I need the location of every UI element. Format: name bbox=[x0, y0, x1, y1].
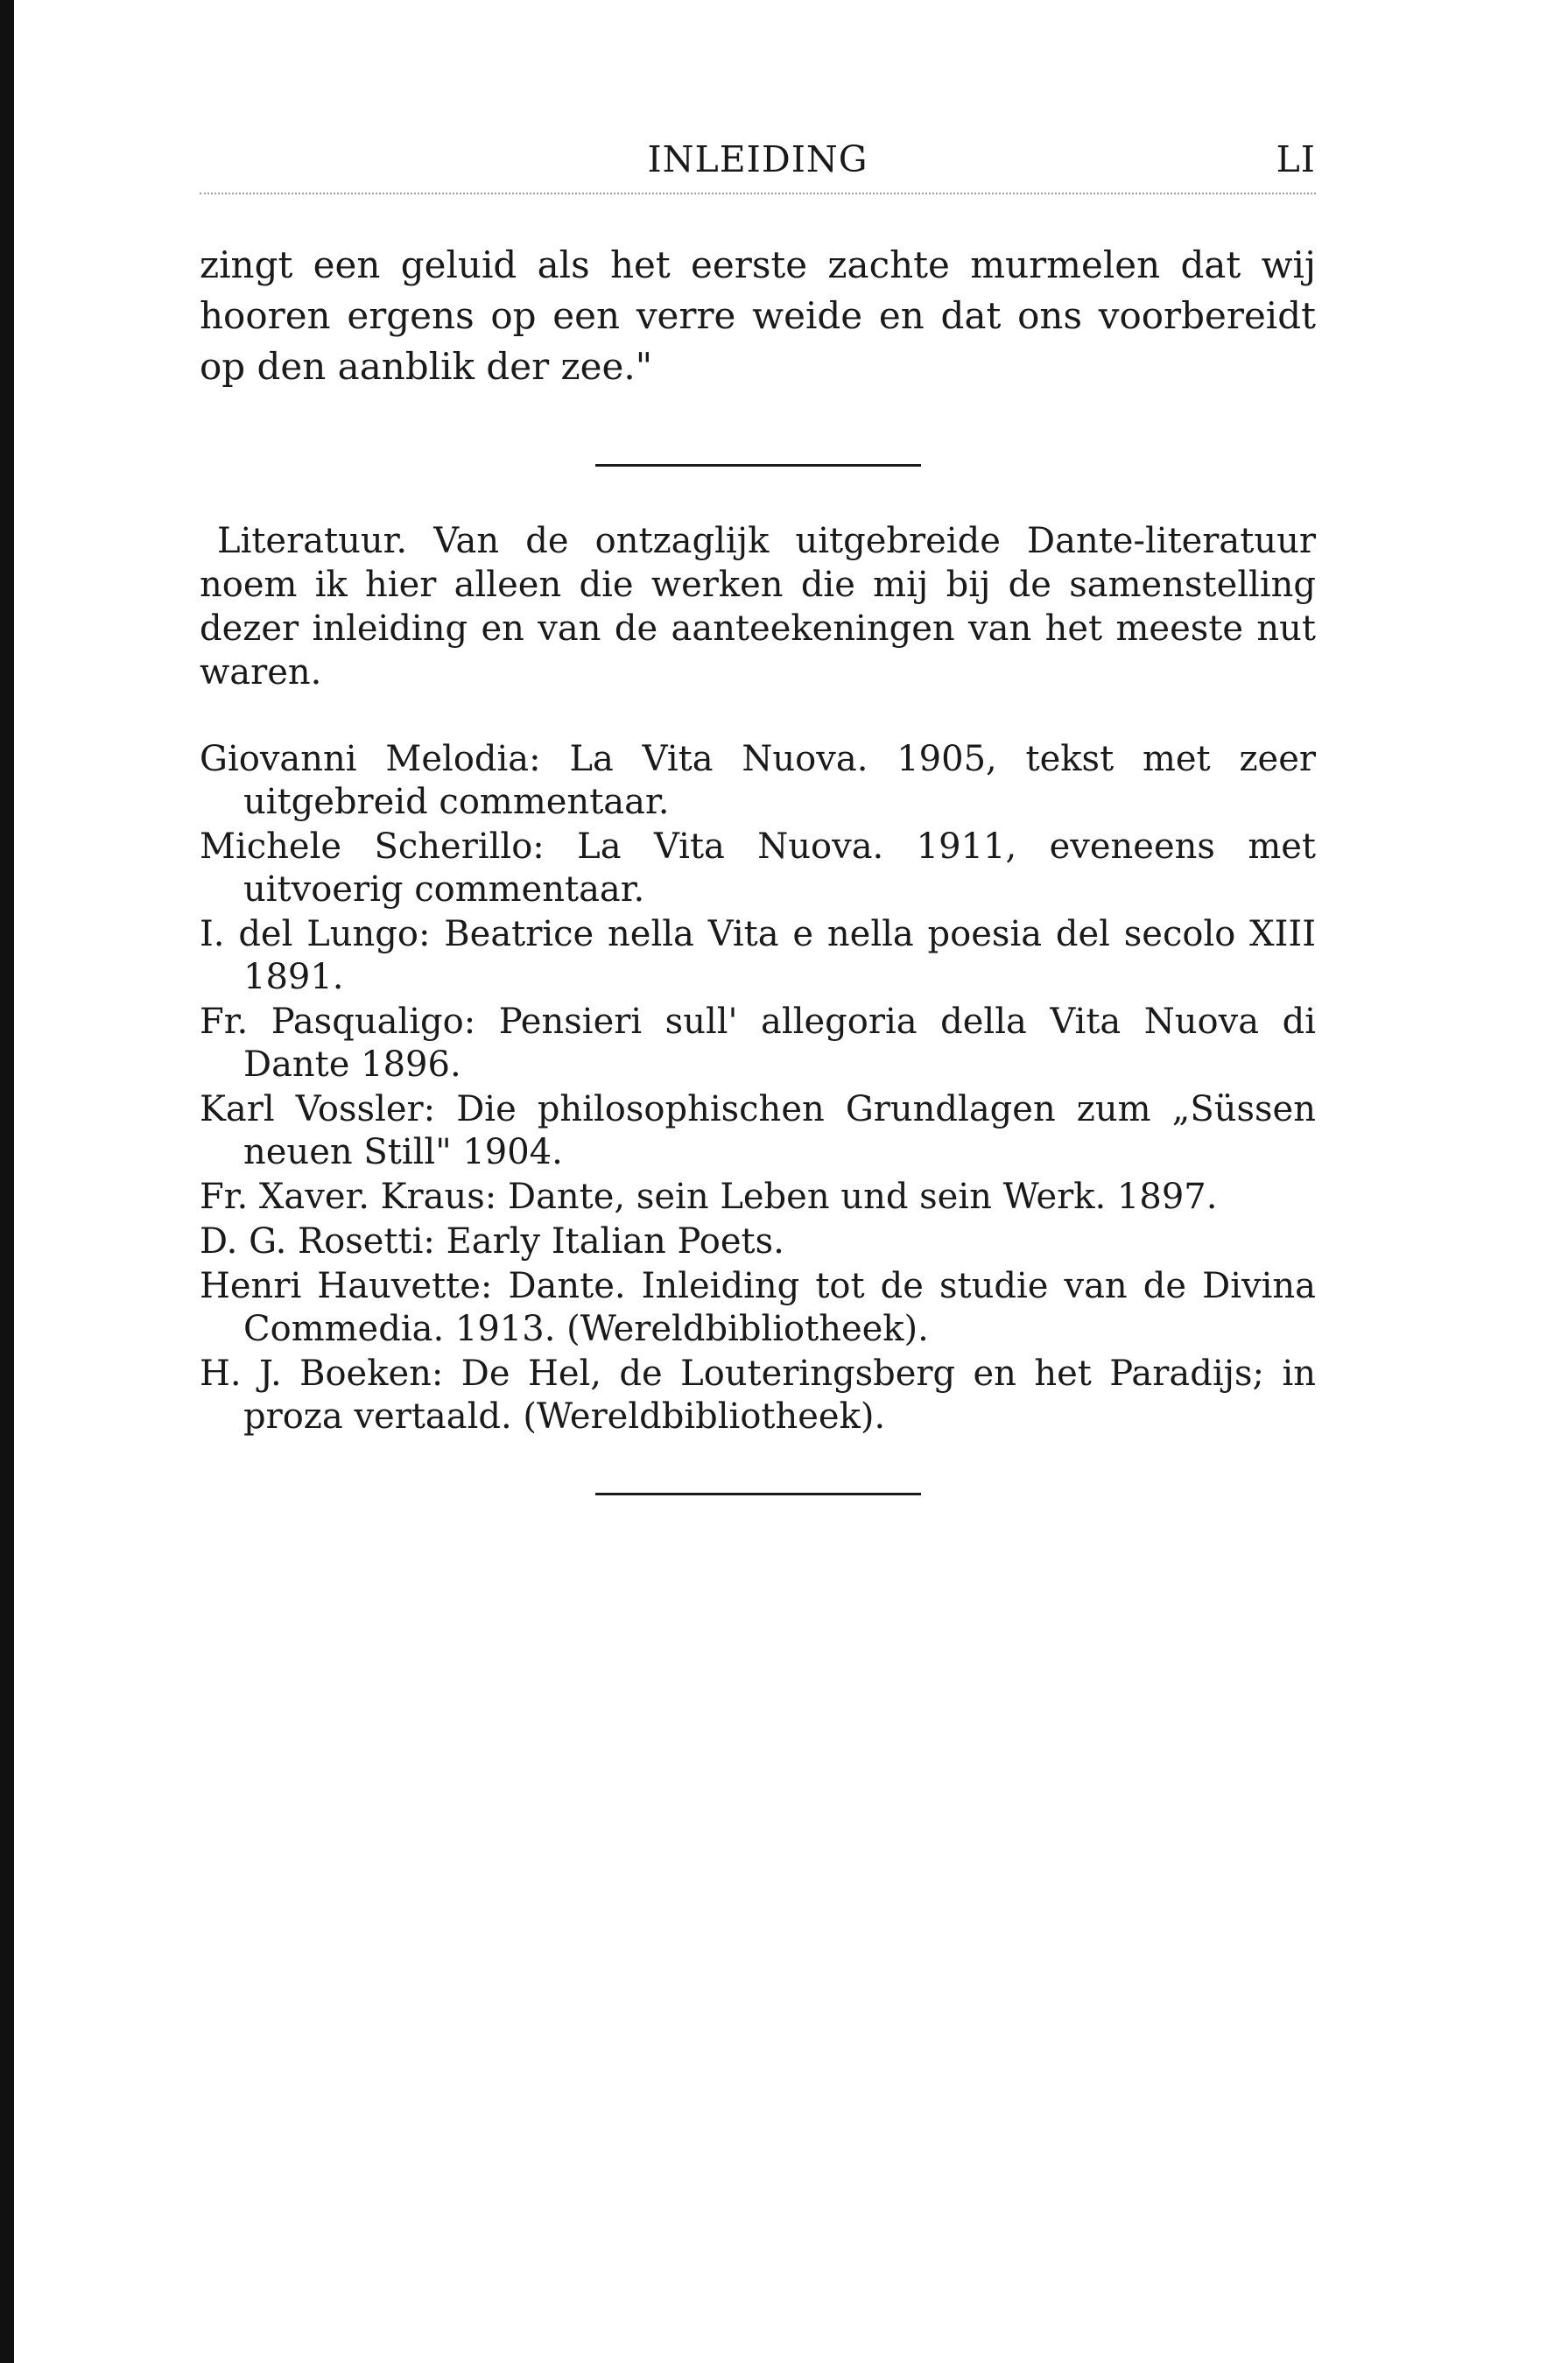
bibliography-entry: D. G. Rosetti: Early Italian Poets. bbox=[200, 1221, 784, 1262]
binding-edge bbox=[0, 0, 14, 2363]
literature-paragraph: Literatuur. Van de ontzaglijk uitgebreide Dante-literatuur noem ik hier alleen die werken die mij bij de samenstelling dezer inleiding en van de aanteekeningen van het meeste nut waren. bbox=[200, 521, 1316, 693]
page-number: LI bbox=[1276, 138, 1316, 180]
closing-divider bbox=[595, 1493, 921, 1495]
section-divider bbox=[595, 464, 921, 467]
bibliography-entry: Henri Hauvette: Dante. Inleiding tot de studie van de Divina Commedia. 1913. (Wereldbibliotheek). bbox=[200, 1266, 1316, 1349]
bibliography-list bbox=[200, 738, 1316, 1438]
bibliography-entry: Fr. Pasqualigo: Pensieri sull' allegoria della Vita Nuova di Dante 1896. bbox=[200, 1002, 1316, 1085]
bibliography-entry: Giovanni Melodia: La Vita Nuova. 1905, tekst met zeer uitgebreid commentaar. bbox=[200, 739, 1316, 822]
header-dotted-rule bbox=[200, 193, 1316, 194]
bibliography-entry: Fr. Xaver. Kraus: Dante, sein Leben und sein Werk. 1897. bbox=[200, 1177, 1218, 1217]
bibliography-entry: Michele Scherillo: La Vita Nuova. 1911, eveneens met uitvoerig commentaar. bbox=[200, 826, 1316, 910]
running-head-title: INLEIDING bbox=[647, 138, 868, 180]
bibliography-entry: I. del Lungo: Beatrice nella Vita e nella poesia del secolo XIII 1891. bbox=[200, 914, 1316, 997]
bibliography-entry: H. J. Boeken: De Hel, de Louteringsberg en het Paradijs; in proza vertaald. (Wereldbibliotheek). bbox=[200, 1354, 1316, 1437]
running-head bbox=[200, 131, 1316, 184]
body-paragraph: zingt een geluid als het eerste zachte murmelen dat wij hooren ergens op een verre weide en dat ons voorbereidt op den aanblik der zee." bbox=[200, 243, 1316, 388]
bibliography-entry: Karl Vossler: Die philosophischen Grundlagen zum „Süssen neuen Still" 1904. bbox=[200, 1089, 1316, 1172]
book-page bbox=[200, 131, 1316, 1495]
